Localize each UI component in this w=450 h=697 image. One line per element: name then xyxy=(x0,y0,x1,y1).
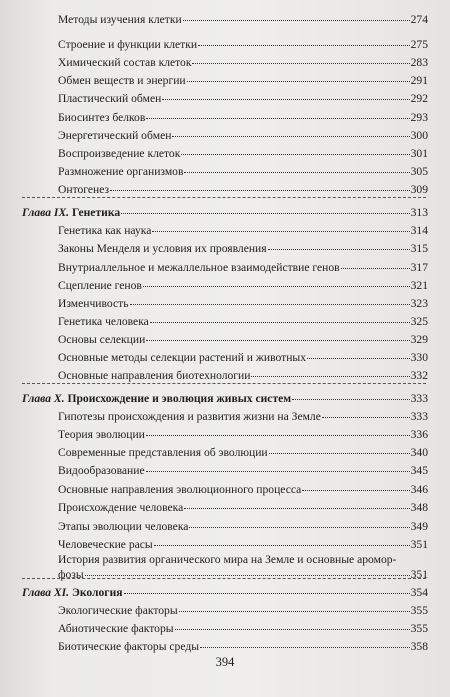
toc-entry[interactable] xyxy=(58,538,428,551)
dot-leader xyxy=(192,63,409,64)
toc-entry-page: 317 xyxy=(410,261,428,274)
toc-entry-title: Биотические факторы среды xyxy=(58,640,200,653)
toc-entry-page: 283 xyxy=(410,56,428,69)
dot-leader xyxy=(146,118,409,119)
toc-entry-page: 325 xyxy=(410,315,428,328)
toc-entry-page: 336 xyxy=(410,428,428,441)
toc-entry[interactable] xyxy=(58,483,428,496)
toc-entry-page: 301 xyxy=(410,147,428,160)
toc-entry-page: 274 xyxy=(410,13,428,26)
toc-entry[interactable] xyxy=(58,520,428,533)
toc-entry-page: 348 xyxy=(410,501,428,514)
toc-entry[interactable] xyxy=(58,261,428,274)
chapter-label: Глава XI. xyxy=(22,586,70,599)
toc-entry-title: Пластический обмен xyxy=(58,92,162,105)
toc-entry[interactable] xyxy=(58,165,428,178)
toc-entry[interactable] xyxy=(58,111,428,124)
toc-entry[interactable] xyxy=(58,622,428,635)
toc-entry[interactable] xyxy=(58,56,428,69)
toc-entry-title: Современные представления об эволюции xyxy=(58,446,268,459)
toc-entry-title: Происхождение человека xyxy=(58,501,184,514)
dot-leader xyxy=(146,471,410,472)
toc-entry-page: 354 xyxy=(410,586,428,599)
toc-entry-title: Этапы эволюции человека xyxy=(58,520,189,533)
toc-entry-title: Генетика как наука xyxy=(58,224,152,237)
toc-entry[interactable] xyxy=(58,501,428,514)
dot-leader xyxy=(292,399,409,400)
toc-entry-page: 292 xyxy=(410,92,428,105)
toc-entry-title: Основы селекции xyxy=(58,333,146,346)
dot-leader xyxy=(124,593,410,594)
toc-entry-title: Человеческие расы xyxy=(58,538,153,551)
toc-entry[interactable] xyxy=(58,279,428,292)
dot-leader xyxy=(146,340,409,341)
toc-entry-title: Теория эволюции xyxy=(58,428,145,441)
dot-leader xyxy=(150,322,410,323)
dot-leader xyxy=(175,629,410,630)
chapter-name: Происхождение и эволюция живых систем xyxy=(64,392,292,405)
toc-entry-title-line1: История развития органического мира на Земле и основные аромор- xyxy=(58,553,397,566)
toc-entry[interactable] xyxy=(58,446,428,459)
chapter-label: Глава X. xyxy=(22,392,65,405)
section-divider xyxy=(22,197,426,198)
section-divider xyxy=(22,383,426,384)
toc-entry-page: 275 xyxy=(410,38,428,51)
toc-entry-page: 351 xyxy=(410,538,428,551)
toc-entry-title: Размножение организмов xyxy=(58,165,184,178)
toc-entry-title-line2: фозы xyxy=(58,568,84,581)
toc-entry-page: 305 xyxy=(410,165,428,178)
toc-entry-page: 300 xyxy=(410,129,428,142)
toc-entry-title: Гипотезы происхождения и развития жизни на Земле xyxy=(58,410,321,423)
dot-leader xyxy=(307,358,410,359)
toc-entry-page: 333 xyxy=(410,410,428,423)
toc-entry-page: 315 xyxy=(410,242,428,255)
toc-entry-page: 358 xyxy=(410,640,428,653)
page-number: 394 xyxy=(215,655,235,669)
toc-entry-title: Внутриаллельное и межаллельное взаимодействие генов xyxy=(58,261,340,274)
toc-entry-title: Законы Менделя и условия их проявления xyxy=(58,242,267,255)
toc-entry-page: 293 xyxy=(410,111,428,124)
toc-entry[interactable] xyxy=(58,369,428,382)
toc-entry-title: Онтогенез xyxy=(58,183,110,196)
toc-entry-page: 329 xyxy=(410,333,428,346)
dot-leader xyxy=(302,490,409,491)
toc-entry[interactable] xyxy=(58,129,428,142)
dot-leader xyxy=(187,81,410,82)
dot-leader xyxy=(179,611,410,612)
dot-leader xyxy=(172,136,409,137)
toc-entry[interactable] xyxy=(58,38,428,51)
dot-leader xyxy=(143,286,410,287)
toc-chapter-title xyxy=(22,392,291,405)
toc-entry-title: Экологические факторы xyxy=(58,604,178,617)
toc-entry[interactable] xyxy=(58,604,428,617)
toc-entry-title: Изменчивость xyxy=(58,297,129,310)
dot-leader xyxy=(121,213,409,214)
toc-entry-title: Видообразование xyxy=(58,464,145,477)
toc-entry-title: Методы изучения клетки xyxy=(58,13,182,26)
dot-leader xyxy=(146,435,410,436)
toc-chapter-entry[interactable] xyxy=(22,206,428,219)
toc-entry[interactable] xyxy=(58,224,428,237)
dot-leader xyxy=(269,453,410,454)
toc-chapter-title xyxy=(22,586,123,599)
dot-leader xyxy=(181,154,409,155)
chapter-name: Экология xyxy=(69,586,123,599)
dot-leader xyxy=(251,376,409,377)
toc-entry[interactable] xyxy=(58,410,428,423)
dot-leader xyxy=(322,417,410,418)
toc-entry[interactable] xyxy=(58,464,428,477)
toc-entry[interactable] xyxy=(58,640,428,653)
toc-entry-page: 323 xyxy=(410,297,428,310)
toc-entry-page: 332 xyxy=(410,369,428,382)
toc-entry[interactable] xyxy=(58,351,428,364)
dot-leader xyxy=(154,545,410,546)
toc-entry[interactable] xyxy=(58,92,428,105)
dot-leader xyxy=(162,99,409,100)
toc-entry-page: 345 xyxy=(410,464,428,477)
dot-leader xyxy=(130,304,410,305)
toc-entry-page: 346 xyxy=(410,483,428,496)
dot-leader xyxy=(189,527,409,528)
toc-entry-title: Воспроизведение клеток xyxy=(58,147,181,160)
chapter-label: Глава IX. xyxy=(22,206,70,219)
toc-entry[interactable] xyxy=(58,428,428,441)
toc-entry-page: 340 xyxy=(410,446,428,459)
toc-entry[interactable] xyxy=(58,13,428,26)
toc-entry[interactable] xyxy=(58,315,428,328)
toc-entry[interactable] xyxy=(58,297,428,310)
toc-entry-page: 355 xyxy=(410,622,428,635)
toc-entry-page: 330 xyxy=(410,351,428,364)
toc-entry-page: 314 xyxy=(410,224,428,237)
toc-entry[interactable] xyxy=(58,74,428,87)
toc-entry[interactable] xyxy=(58,552,428,582)
toc-entry-title: Основные направления биотехнологии xyxy=(58,369,251,382)
toc-entry-page: 309 xyxy=(410,183,428,196)
toc-entry-page: 333 xyxy=(410,392,428,405)
toc-entry-title: Абиотические факторы xyxy=(58,622,174,635)
dot-leader xyxy=(184,508,409,509)
dot-leader xyxy=(85,575,410,576)
toc-entry-title: Энергетический обмен xyxy=(58,129,172,142)
toc-entry-page: 313 xyxy=(410,206,428,219)
toc-entry[interactable] xyxy=(58,242,428,255)
toc-entry-title: Биосинтез белков xyxy=(58,111,146,124)
toc-entry[interactable] xyxy=(58,333,428,346)
toc-entry-title: Сцепление генов xyxy=(58,279,142,292)
toc-entry-title: Строение и функции клетки xyxy=(58,38,198,51)
chapter-name: Генетика xyxy=(69,206,121,219)
toc-entry[interactable] xyxy=(58,147,428,160)
toc-entry-page: 321 xyxy=(410,279,428,292)
dot-leader xyxy=(152,231,409,232)
toc-entry-title: Химический состав клеток xyxy=(58,56,192,69)
toc-entry-page: 351 xyxy=(410,568,428,581)
toc-chapter-entry[interactable] xyxy=(22,392,428,405)
toc-entry-page: 349 xyxy=(410,520,428,533)
toc-chapter-title xyxy=(22,206,120,219)
toc-entry-title: Генетика человека xyxy=(58,315,149,328)
toc-entry-title: Основные направления эволюционного процесса xyxy=(58,483,302,496)
toc-entry-title: Обмен веществ и энергии xyxy=(58,74,186,87)
toc-entry-page: 355 xyxy=(410,604,428,617)
dot-leader xyxy=(183,20,410,21)
toc-entry[interactable] xyxy=(58,183,428,196)
dot-leader xyxy=(200,647,410,648)
toc-entry-page: 291 xyxy=(410,74,428,87)
dot-leader xyxy=(110,190,410,191)
dot-leader xyxy=(268,249,410,250)
dot-leader xyxy=(341,268,410,269)
dot-leader xyxy=(184,172,409,173)
toc-chapter-entry[interactable] xyxy=(22,586,428,599)
dot-leader xyxy=(198,45,410,46)
toc-entry-title: Основные методы селекции растений и животных xyxy=(58,351,307,364)
